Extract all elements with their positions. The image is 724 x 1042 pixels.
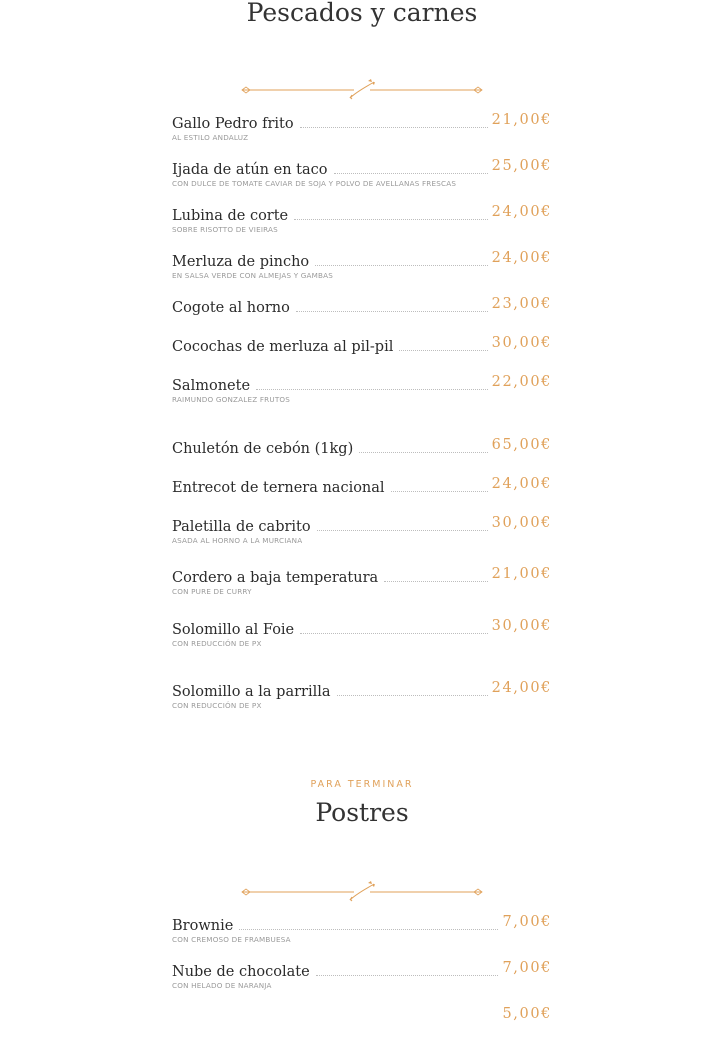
menu-item-description: CON REDUCCIÓN DE PX	[172, 639, 262, 648]
menu-item-description: CON DULCE DE TOMATE CAVIAR DE SOJA Y POLVO DE AVELLANAS FRESCAS	[172, 179, 457, 188]
dotted-leader	[178, 1021, 498, 1022]
dotted-leader	[384, 580, 487, 582]
menu-item-name: Brownie	[172, 918, 234, 934]
menu-item	[172, 437, 552, 473]
menu-item-name: Cogote al horno	[172, 300, 290, 316]
menu-item-name: Gallo Pedro frito	[172, 116, 294, 132]
menu-item-row	[172, 437, 552, 457]
menu-item-price: 21,00€	[491, 112, 552, 128]
menu-item-description: CON CREMOSO DE FRAMBUESA	[172, 935, 291, 944]
menu-item-row	[172, 112, 552, 132]
menu-item-price: 21,00€	[491, 566, 552, 582]
dotted-leader	[315, 264, 488, 266]
menu-item-description: EN SALSA VERDE CON ALMEJAS Y GAMBAS	[172, 271, 334, 280]
dotted-leader	[337, 694, 488, 696]
menu-item-name: Merluza de pincho	[172, 254, 310, 270]
menu-item	[172, 158, 552, 194]
menu-item	[172, 374, 552, 410]
menu-item	[172, 250, 552, 286]
menu-item-price: 24,00€	[491, 680, 552, 696]
menu-item	[172, 296, 552, 332]
menu-item-description: ASADA AL HORNO A LA MURCIANA	[172, 536, 303, 545]
menu-item	[172, 335, 552, 371]
section-title-desserts: Postres	[315, 798, 409, 827]
menu-item-description: RAIMUNDO GONZALEZ FRUTOS	[172, 395, 291, 404]
menu-item-row	[172, 250, 552, 270]
menu-item-description: CON HELADO DE NARANJA	[172, 981, 272, 990]
section-title-main: Pescados y carnes	[246, 0, 478, 27]
menu-item	[172, 618, 552, 654]
menu-item-price: 25,00€	[491, 158, 552, 174]
menu-item-price: 23,00€	[491, 296, 552, 312]
dotted-leader	[317, 529, 488, 531]
menu-item-row	[172, 515, 552, 535]
menu-item-description: SOBRE RISOTTO DE VIEIRAS	[172, 225, 278, 234]
dotted-leader	[300, 126, 488, 128]
menu-item-price: 24,00€	[491, 204, 552, 220]
ornamental-divider-icon	[238, 880, 486, 904]
menu-item-row	[172, 960, 552, 980]
menu-item	[172, 914, 552, 950]
menu-item-row	[172, 914, 552, 934]
dotted-leader	[316, 974, 499, 976]
menu-item	[172, 680, 552, 716]
menu-item-row	[172, 476, 552, 496]
menu-item-name: Salmonete	[172, 378, 251, 394]
menu-item-row	[172, 680, 552, 700]
section-eyebrow: PARA TERMINAR	[310, 779, 414, 790]
menu-item-row	[172, 374, 552, 394]
menu-item-price: 24,00€	[491, 250, 552, 266]
dotted-leader	[239, 928, 498, 930]
menu-item-price: 65,00€	[491, 437, 552, 453]
menu-item	[172, 204, 552, 240]
menu-item-description: CON REDUCCIÓN DE PX	[172, 701, 262, 710]
menu-item-row	[172, 618, 552, 638]
menu-item-name: Paletilla de cabrito	[172, 519, 311, 535]
menu-item-price: 7,00€	[502, 914, 552, 930]
menu-item-price: 30,00€	[491, 335, 552, 351]
menu-item	[172, 515, 552, 551]
menu-item-price: 24,00€	[491, 476, 552, 492]
menu-item	[172, 1006, 552, 1042]
menu-item-name: Cocochas de merluza al pil-pil	[172, 339, 394, 355]
dotted-leader	[399, 349, 487, 351]
dotted-leader	[296, 310, 488, 312]
menu-item-description: CON PURE DE CURRY	[172, 587, 252, 596]
menu-item-price: 22,00€	[491, 374, 552, 390]
menu-item-description: AL ESTILO ANDALUZ	[172, 133, 249, 142]
menu-item-price: 7,00€	[502, 960, 552, 976]
dotted-leader	[300, 632, 488, 634]
dotted-leader	[391, 490, 488, 492]
ornamental-divider-icon	[238, 78, 486, 102]
menu-item-price: 30,00€	[491, 515, 552, 531]
menu-item-name: Ijada de atún en taco	[172, 162, 328, 178]
menu-item	[172, 566, 552, 602]
menu-item-name: Solomillo al Foie	[172, 622, 295, 638]
menu-item-row	[172, 1006, 552, 1026]
menu-item-row	[172, 296, 552, 316]
menu-item-row	[172, 566, 552, 586]
menu-item-row	[172, 335, 552, 355]
menu-item	[172, 112, 552, 148]
menu-item	[172, 476, 552, 512]
dotted-leader	[359, 451, 487, 453]
menu-item-name: Solomillo a la parrilla	[172, 684, 331, 700]
dotted-leader	[256, 388, 488, 390]
dotted-leader	[334, 172, 488, 174]
menu-item-name: Nube de chocolate	[172, 964, 310, 980]
menu-item-name: Cordero a baja temperatura	[172, 570, 379, 586]
menu-item-price: 5,00€	[502, 1006, 552, 1022]
menu-item-name: Lubina de corte	[172, 208, 289, 224]
dotted-leader	[294, 218, 488, 220]
menu-item-row	[172, 204, 552, 224]
menu-item-name: Entrecot de ternera nacional	[172, 480, 385, 496]
menu-item-price: 30,00€	[491, 618, 552, 634]
menu-item-row	[172, 158, 552, 178]
menu-item-name: Chuletón de cebón (1kg)	[172, 441, 354, 457]
menu-item	[172, 960, 552, 996]
